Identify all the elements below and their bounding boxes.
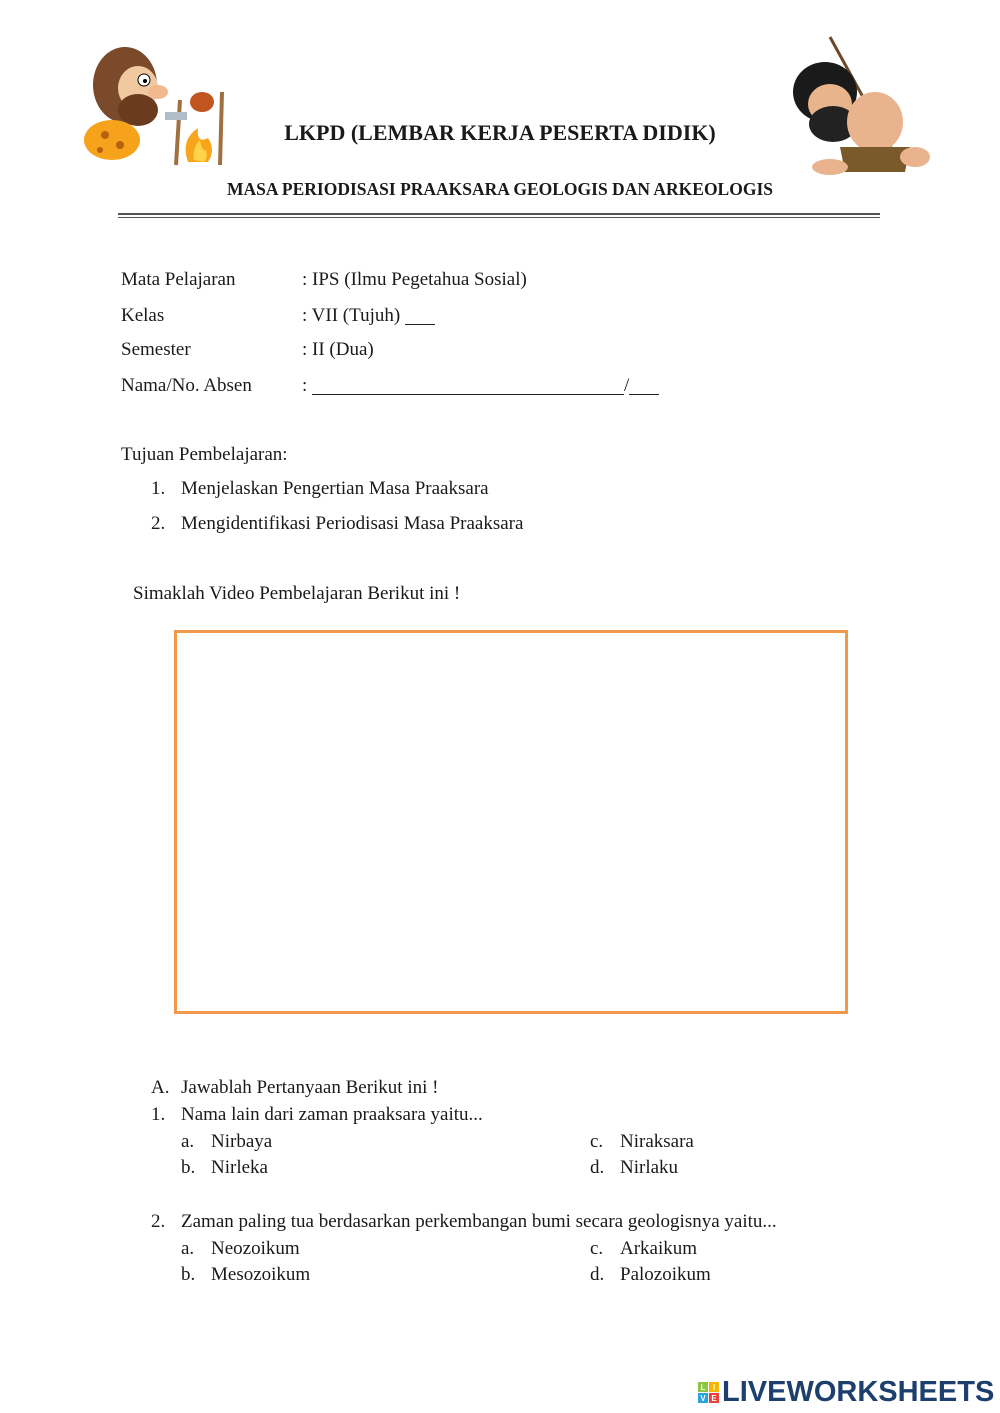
option-key: a. [181,1131,195,1152]
option-key: a. [181,1238,195,1259]
option-key: d. [590,1157,605,1178]
live-logo-icon [698,1382,719,1403]
logo-letter: E [709,1393,719,1403]
name-absen-separator: / [624,375,630,396]
objective-text: Mengidentifikasi Periodisasi Masa Praaksara [181,513,524,534]
video-player[interactable] [174,630,848,1014]
info-label-name: Nama/No. Absen [121,375,252,396]
option-a[interactable] [181,1238,300,1260]
class-section-input[interactable] [405,308,435,325]
worksheet-title: LKPD (LEMBAR KERJA PESERTA DIDIK) [284,120,716,145]
liveworksheets-logo [698,1376,994,1409]
info-value-subject: : IPS (Ilmu Pegetahua Sosial) [302,269,527,290]
header-divider-top [118,213,880,215]
header-divider-bottom [118,217,880,218]
option-key: c. [590,1131,604,1152]
option-key: b. [181,1157,196,1178]
objectives-heading: Tujuan Pembelajaran: [121,444,288,465]
option-text: Niraksara [620,1131,694,1152]
option-text: Mesozoikum [211,1264,311,1285]
info-label-semester: Semester [121,339,191,360]
question-text: Zaman paling tua berdasarkan perkembangan bumi secara geologisnya yaitu... [181,1211,777,1232]
option-key: c. [590,1238,604,1259]
option-b[interactable] [181,1157,268,1179]
question-text: Nama lain dari zaman praaksara yaitu... [181,1104,483,1125]
objective-number: 1. [151,478,166,499]
worksheet-subtitle: MASA PERIODISASI PRAAKSARA GEOLOGIS DAN ARKEOLOGIS [226,179,773,199]
option-key: b. [181,1264,196,1285]
option-text: Palozoikum [620,1264,711,1285]
objective-text: Menjelaskan Pengertian Masa Praaksara [181,478,489,499]
objective-number: 2. [151,513,166,534]
section-letter: A. [151,1077,170,1098]
option-text: Neozoikum [211,1238,300,1259]
option-text: Nirbaya [211,1131,273,1152]
absen-number-input[interactable] [629,378,659,395]
student-name-input[interactable] [312,378,624,395]
caveman-hunter-illustration [785,32,935,182]
option-text: Nirleka [211,1157,268,1178]
option-a[interactable] [181,1131,273,1153]
info-label-subject: Mata Pelajaran [121,269,236,290]
info-label-class: Kelas [121,305,165,326]
video-instruction: Simaklah Video Pembelajaran Berikut ini ! [133,583,461,604]
option-text: Nirlaku [620,1157,679,1178]
logo-letter: I [709,1382,719,1392]
option-d[interactable] [590,1264,711,1286]
info-value-semester: : II (Dua) [302,339,374,360]
question-number: 1. [151,1104,166,1125]
option-key: d. [590,1264,605,1285]
logo-letter: L [698,1382,708,1392]
caveman-cooking-illustration [80,40,230,170]
info-value-class: : VII (Tujuh) [302,305,401,326]
option-d[interactable] [590,1157,679,1179]
option-text: Arkaikum [620,1238,698,1259]
logo-letter: V [698,1393,708,1403]
question-number: 2. [151,1211,166,1232]
option-c[interactable] [590,1238,698,1260]
option-c[interactable] [590,1131,694,1153]
section-title: Jawablah Pertanyaan Berikut ini ! [181,1077,439,1098]
option-b[interactable] [181,1264,311,1286]
info-value-name-colon: : [302,375,308,396]
brand-name: LIVEWORKSHEETS [722,1376,995,1408]
